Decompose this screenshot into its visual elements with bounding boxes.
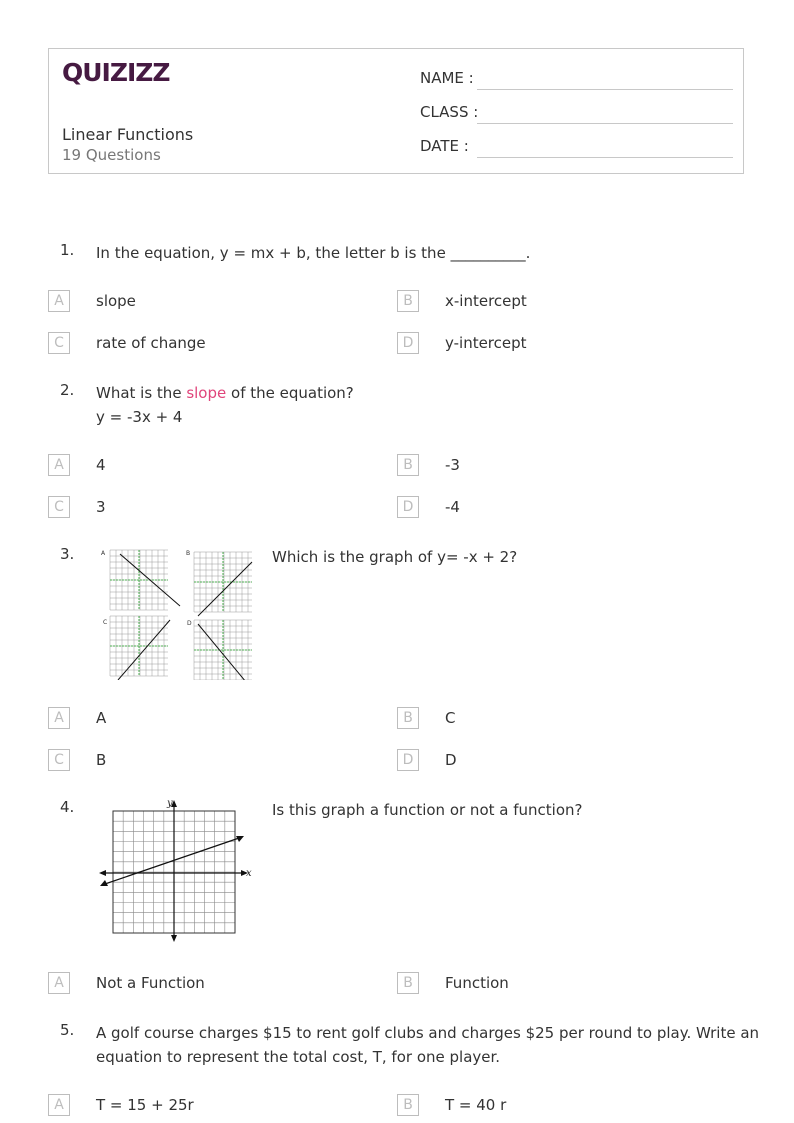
question-text: In the equation, y = mx + b, the letter b is the __________.: [96, 244, 531, 262]
x-axis-arrow: [99, 870, 106, 876]
option-letter-box[interactable]: C: [48, 332, 70, 354]
question-text: [96, 381, 354, 429]
option-text[interactable]: C: [445, 709, 456, 727]
option-text[interactable]: -3: [445, 456, 460, 474]
option-text[interactable]: T = 15 + 25r: [96, 1096, 194, 1114]
line-graph-figure: [96, 796, 260, 946]
option-letter-box[interactable]: A: [48, 972, 70, 994]
option-text[interactable]: T = 40 r: [445, 1096, 507, 1114]
quizizz-logo: QUIZIZZ: [62, 58, 170, 87]
option-text[interactable]: -4: [445, 498, 460, 516]
question-number: 5.: [60, 1021, 75, 1039]
option-text[interactable]: slope: [96, 292, 136, 310]
equation-text: y = -3x + 4: [96, 408, 183, 426]
option-letter-box[interactable]: B: [397, 454, 419, 476]
function-line: [198, 624, 246, 680]
mini-graph: [110, 550, 180, 610]
graph-label: B: [186, 550, 191, 557]
class-label: CLASS :: [420, 103, 479, 121]
worksheet-title: Linear Functions: [62, 125, 194, 144]
x-axis-label: x: [246, 868, 252, 879]
question-text-part: What is the: [96, 384, 187, 402]
mini-graph: [110, 616, 170, 680]
option-text[interactable]: B: [96, 751, 107, 769]
option-letter-box[interactable]: B: [397, 972, 419, 994]
option-letter-box[interactable]: B: [397, 290, 419, 312]
option-letter-box[interactable]: C: [48, 496, 70, 518]
class-line[interactable]: [477, 123, 733, 124]
option-letter-box[interactable]: A: [48, 707, 70, 729]
question-count: 19 Questions: [62, 146, 161, 164]
question-text-line: equation to represent the total cost, T, for one player.: [96, 1048, 501, 1066]
option-text[interactable]: x-intercept: [445, 292, 527, 310]
option-text[interactable]: 3: [96, 498, 106, 516]
mini-graph: [194, 552, 252, 616]
question-text: Which is the graph of y= -x + 2?: [272, 548, 518, 566]
four-graphs-figure: [98, 546, 258, 680]
y-axis-label: y: [167, 798, 173, 809]
worksheet-header: [48, 48, 744, 174]
question-number: 1.: [60, 241, 75, 259]
option-letter-box[interactable]: C: [48, 749, 70, 771]
option-letter-box[interactable]: D: [397, 496, 419, 518]
option-letter-box[interactable]: D: [397, 749, 419, 771]
question-number: 4.: [60, 798, 75, 816]
option-letter-box[interactable]: A: [48, 1094, 70, 1116]
date-line[interactable]: [477, 157, 733, 158]
option-letter-box[interactable]: B: [397, 1094, 419, 1116]
option-text[interactable]: Not a Function: [96, 974, 205, 992]
option-letter-box[interactable]: D: [397, 332, 419, 354]
question-number: 2.: [60, 381, 75, 399]
option-letter-box[interactable]: A: [48, 454, 70, 476]
option-text[interactable]: 4: [96, 456, 106, 474]
option-letter-box[interactable]: A: [48, 290, 70, 312]
option-text[interactable]: rate of change: [96, 334, 206, 352]
graph-label: D: [187, 620, 192, 627]
question-text: [96, 1021, 759, 1069]
question-number: 3.: [60, 545, 75, 563]
question-text-line: A golf course charges $15 to rent golf clubs and charges $25 per round to play. Write an: [96, 1024, 760, 1042]
option-text[interactable]: A: [96, 709, 107, 727]
highlighted-word: slope: [186, 384, 227, 402]
name-line[interactable]: [477, 89, 733, 90]
option-text[interactable]: Function: [445, 974, 509, 992]
date-label: DATE :: [420, 137, 469, 155]
option-letter-box[interactable]: B: [397, 707, 419, 729]
graph-label: C: [103, 619, 108, 626]
mini-graph: [194, 620, 252, 680]
option-text[interactable]: y-intercept: [445, 334, 527, 352]
name-label: NAME :: [420, 69, 474, 87]
question-text-part: of the equation?: [226, 384, 354, 402]
option-text[interactable]: D: [445, 751, 457, 769]
y-axis-arrow: [171, 935, 177, 942]
question-text: Is this graph a function or not a function?: [272, 801, 583, 819]
function-line: [118, 620, 170, 680]
graph-label: A: [101, 550, 106, 557]
